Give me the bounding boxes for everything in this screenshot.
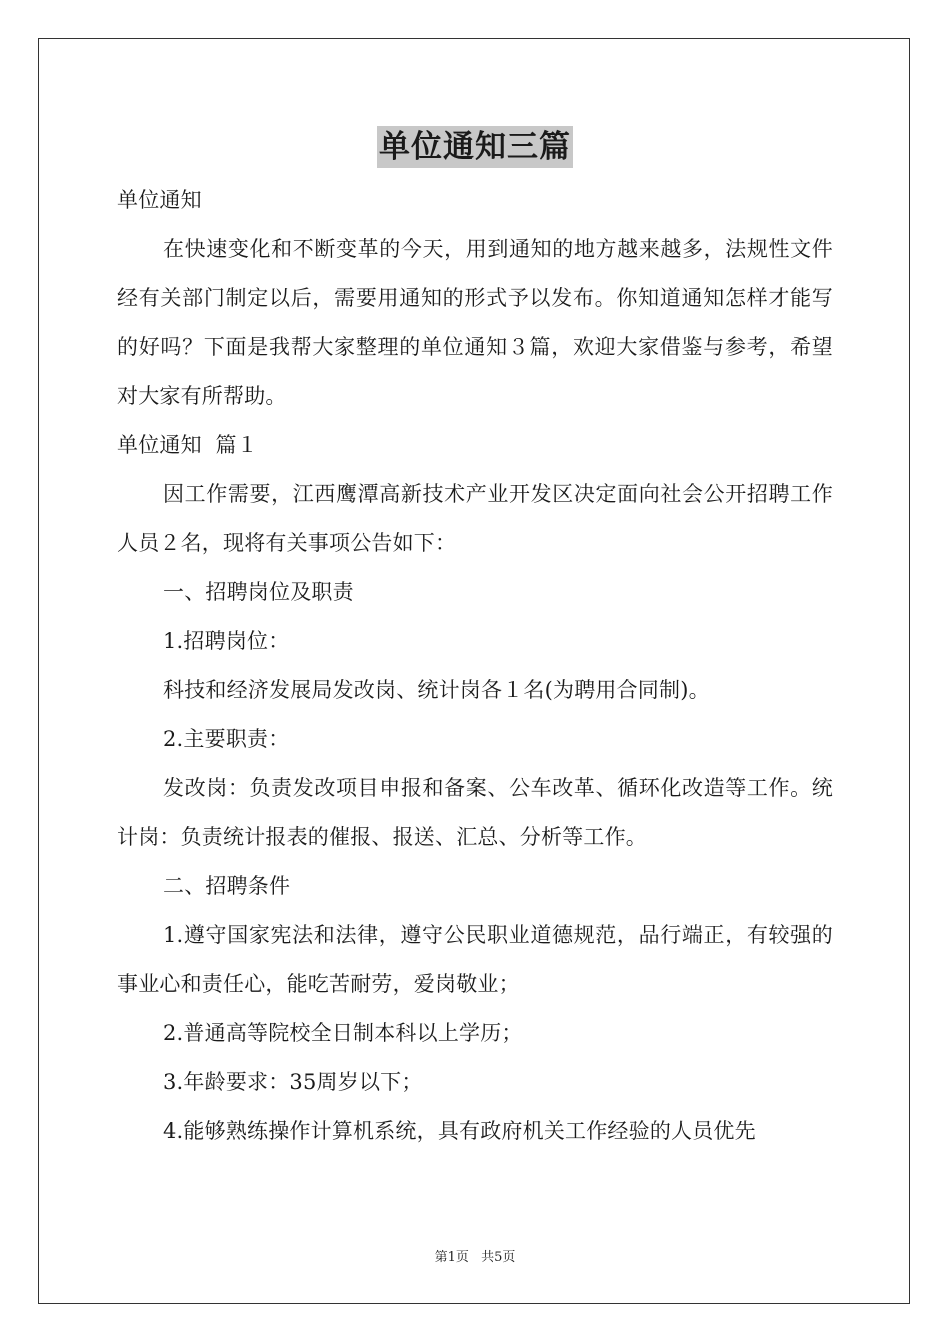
paragraph: 发改岗：负责发改项目申报和备案、公车改革、循环化改造等工作。统计岗：负责统计报表的催报、报送、汇总、分析等工作。	[117, 776, 833, 849]
page-number: 第1页	[434, 1250, 469, 1265]
paragraph: 2.普通高等院校全日制本科以上学历；	[163, 1021, 523, 1045]
paragraph: 2.主要职责：	[163, 727, 290, 751]
paragraph: 单位通知	[117, 188, 202, 212]
paragraph: 一、招聘岗位及职责	[163, 580, 354, 604]
paragraph: 在快速变化和不断变革的今天，用到通知的地方越来越多，法规性文件经有关部门制定以后，需要用通知的形式予以发布。你知道通知怎样才能写的好吗？下面是我帮大家整理的单位通知３篇，欢迎大家借鉴与参考，希望对大家有所帮助。	[117, 237, 833, 408]
paragraph: 科技和经济发展局发改岗、统计岗各１名(为聘用合同制)。	[163, 678, 710, 702]
paragraph: 单位通知 篇１	[117, 433, 258, 457]
paragraph: 因工作需要，江西鹰潭高新技术产业开发区决定面向社会公开招聘工作人员２名，现将有关事项公告如下：	[117, 482, 833, 555]
paragraph: 4.能够熟练操作计算机系统，具有政府机关工作经验的人员优先	[163, 1119, 756, 1143]
paragraph: 1.招聘岗位：	[163, 629, 290, 653]
title-container	[0, 126, 950, 168]
page-footer	[0, 1246, 950, 1265]
paragraph: 3.年龄要求：35周岁以下；	[163, 1070, 423, 1094]
page-total: 共5页	[481, 1250, 516, 1265]
paragraph: 二、招聘条件	[163, 874, 291, 898]
document-title: 单位通知三篇	[377, 126, 573, 168]
document-body	[117, 176, 833, 1156]
paragraph: 1.遵守国家宪法和法律，遵守公民职业道德规范，品行端正，有较强的事业心和责任心，能吃苦耐劳，爱岗敬业；	[117, 923, 833, 996]
